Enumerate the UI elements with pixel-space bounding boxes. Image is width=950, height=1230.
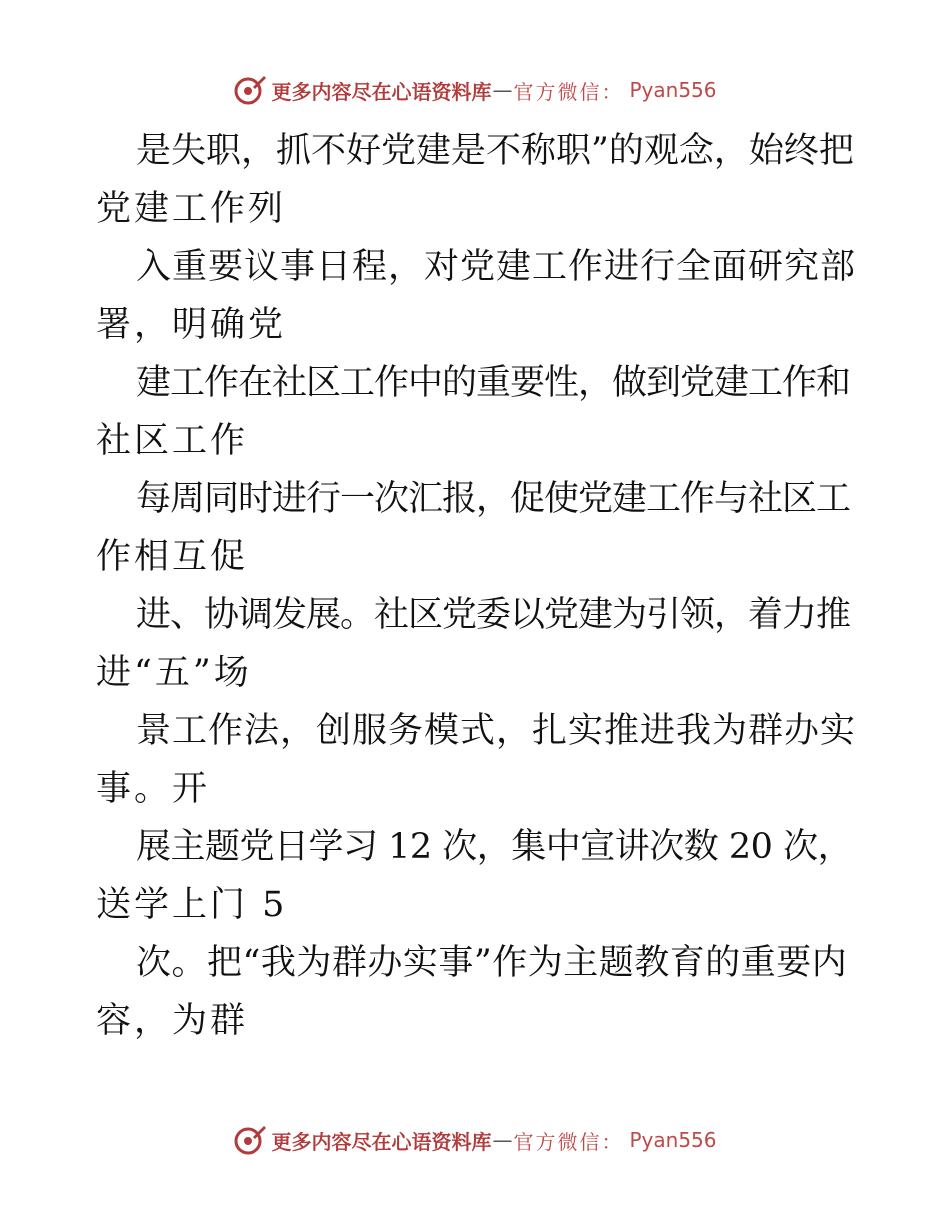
watermark-main-text: 更多内容尽在心语资料库 (271, 79, 492, 104)
body-line: 每周同时进行一次汇报，促使党建工作与社区工 (136, 479, 851, 519)
body-line: 展主题党日学习 12 次，集中宣讲次数 20 次， (136, 827, 853, 867)
body-line: 入重要议事日程，对党建工作进行全面研究部 (136, 247, 857, 287)
body-line: 进“五”场 (96, 653, 252, 693)
body-line: 党建工作列 (96, 189, 287, 229)
watermark-wechat-id: Pyan556 (629, 78, 717, 102)
body-line: 次。把“我为群办实事”作为主题教育的重要内 (136, 943, 848, 983)
body-line: 是失职，抓不好党建是不称职”的观念，始终把 (136, 131, 854, 171)
body-line: 署，明确党 (96, 305, 287, 345)
body-line: 进、协调发展。社区党委以党建为引领，着力推 (136, 595, 851, 635)
body-line: 事。开 (96, 769, 211, 809)
body-line: 容，为群 (96, 1001, 249, 1041)
body-line: 送学上门 5 (96, 885, 288, 925)
watermark-dash: — (492, 78, 513, 102)
header-watermark (0, 70, 950, 110)
watermark-main-text: 更多内容尽在心语资料库 (271, 1129, 492, 1154)
footer-watermark (0, 1120, 950, 1160)
pen-logo-icon (233, 73, 267, 107)
body-line: 作相互促 (96, 537, 249, 577)
pen-logo-icon (233, 1123, 267, 1157)
body-line: 景工作法，创服务模式，扎实推进我为群办实 (136, 711, 857, 751)
watermark-wechat-id: Pyan556 (629, 1128, 717, 1152)
watermark-sub-text: 官方微信： (513, 79, 624, 104)
body-line: 社区工作 (96, 421, 249, 461)
watermark-sub-text: 官方微信： (513, 1129, 624, 1154)
body-line: 建工作在社区工作中的重要性，做到党建工作和 (136, 363, 851, 403)
document-body (96, 122, 856, 1050)
watermark-dash: — (492, 1128, 513, 1152)
